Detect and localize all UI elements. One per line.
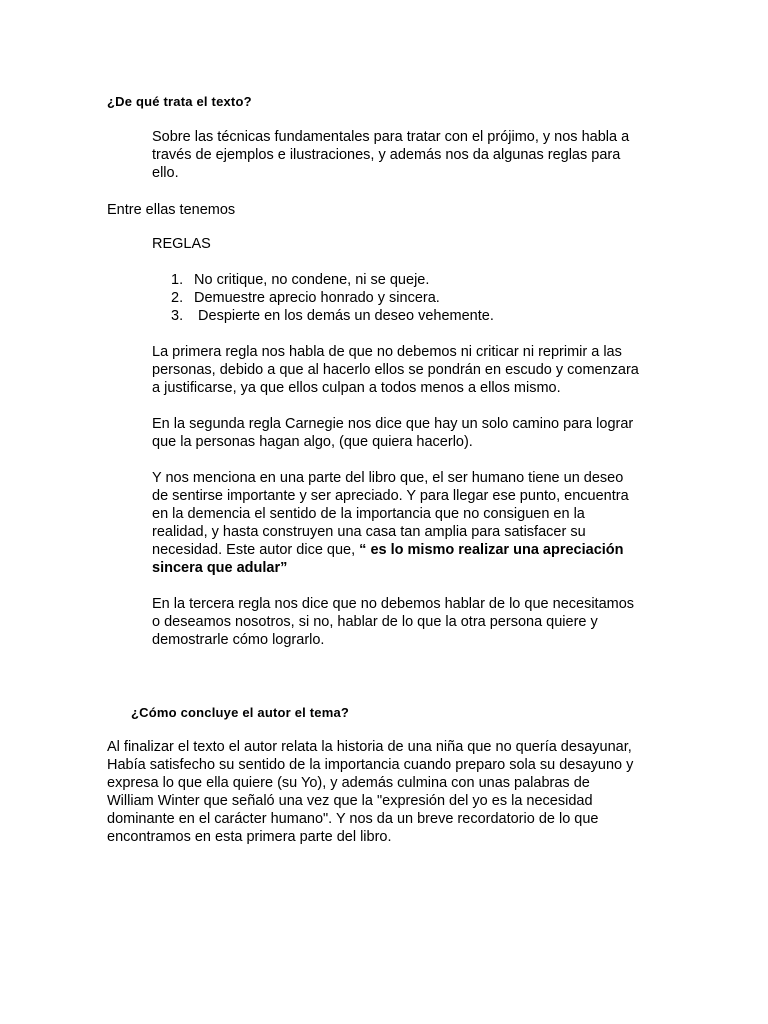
conclusion-line-2: Había satisfecho su sentido de la importancia cuando preparo sola su desayuno y xyxy=(107,757,634,773)
rule-text: Despierte en los demás un deseo vehemente. xyxy=(194,308,494,324)
heading-what-is-text-about: ¿De qué trata el texto? xyxy=(107,94,252,109)
rule-number: 1. xyxy=(171,272,184,288)
rule-number: 2. xyxy=(171,290,184,306)
intro-line-2: través de ejemplos e ilustraciones, y además nos da algunas reglas para xyxy=(152,147,621,163)
quote-bold-line-2: sincera que adular” xyxy=(152,560,288,576)
paragraph-appreciation-line-5 xyxy=(152,542,624,560)
paragraph-rule-one-line-3: a justificarse, ya que ellos culpan a todos menos a ellos mismo. xyxy=(152,380,561,396)
rule-number: 3. xyxy=(171,308,184,324)
paragraph-rule-one-line-2: personas, debido a que al hacerlo ellos se pondrán en escudo y comenzara xyxy=(152,362,639,378)
paragraph-rule-one-line-1: La primera regla nos habla de que no debemos ni criticar ni reprimir a las xyxy=(152,344,622,360)
heading-how-author-concludes: ¿Cómo concluye el autor el tema? xyxy=(131,705,350,720)
conclusion-line-1: Al finalizar el texto el autor relata la historia de una niña que no quería desayunar, xyxy=(107,739,632,755)
conclusion-line-5: dominante en el carácter humano". Y nos da un breve recordatorio de lo que xyxy=(107,811,599,827)
paragraph-appreciation-line-1: Y nos menciona en una parte del libro que, el ser humano tiene un deseo xyxy=(152,470,624,486)
intro-line-1: Sobre las técnicas fundamentales para tratar con el prójimo, y nos habla a xyxy=(152,129,630,145)
rule-text: Demuestre aprecio honrado y sincera. xyxy=(194,290,440,306)
rule-text: No critique, no condene, ni se queje. xyxy=(194,272,430,288)
conclusion-line-4: William Winter que señaló una vez que la "expresión del yo es la necesidad xyxy=(107,793,593,809)
plain-text: necesidad. Este autor dice que, xyxy=(152,542,360,558)
paragraph-rule-three-line-1: En la tercera regla nos dice que no debemos hablar de lo que necesitamos xyxy=(152,596,635,612)
paragraph-appreciation-line-3: en la demencia el sentido de la importancia que no consiguen en la xyxy=(152,506,585,522)
entre-ellas-text: Entre ellas tenemos xyxy=(107,202,236,218)
conclusion-line-3: expresa lo que ella quiere (su Yo), y además culmina con unas palabras de xyxy=(107,775,590,791)
paragraph-appreciation-line-4: realidad, y hasta construyen una casa tan amplia para satisfacer su xyxy=(152,524,586,540)
paragraph-rule-three-line-3: demostrarle cómo lograrlo. xyxy=(152,632,325,648)
paragraph-rule-two-line-2: que la personas hagan algo, (que quiera hacerlo). xyxy=(152,434,473,450)
paragraph-rule-three-line-2: o deseamos nosotros, si no, hablar de lo que la otra persona quiere y xyxy=(152,614,598,630)
conclusion-line-6: encontramos en esta primera parte del libro. xyxy=(107,829,392,845)
paragraph-appreciation-line-2: de sentirse importante y ser apreciado. Y para llegar ese punto, encuentra xyxy=(152,488,629,504)
reglas-title: REGLAS xyxy=(152,236,211,252)
paragraph-rule-two-line-1: En la segunda regla Carnegie nos dice que hay un solo camino para lograr xyxy=(152,416,634,432)
intro-line-3: ello. xyxy=(152,165,179,181)
quote-bold: “ es lo mismo realizar una apreciación xyxy=(359,542,624,558)
